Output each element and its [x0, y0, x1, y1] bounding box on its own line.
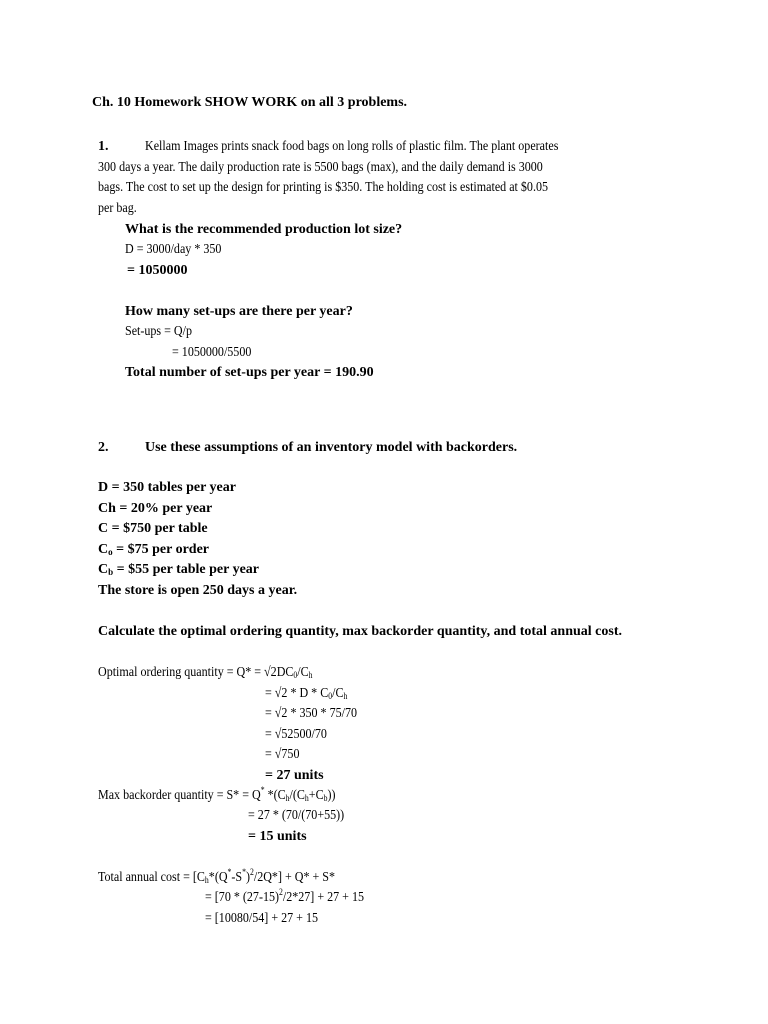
page-title: Ch. 10 Homework SHOW WORK on all 3 problems. [92, 95, 408, 110]
problem-1-d-line: D = 3000/day * 350 [125, 242, 222, 257]
assumption-d: D = 350 tables per year [98, 480, 236, 495]
max-backorder-result: = 15 units [248, 829, 307, 844]
optimal-quantity-result: = 27 units [265, 768, 324, 783]
problem-2-task: Calculate the optimal ordering quantity, max backorder quantity, and total annual cost. [98, 624, 623, 639]
problem-2-number: 2. [98, 440, 109, 455]
total-cost-step-1: = $[70 * (27-15)^2/2*27] + 27 + 15$ [205, 887, 365, 905]
problem-1-setups-calc: = 1050000/5500 [172, 345, 252, 360]
optimal-quantity-step-4: = √750 [265, 747, 300, 762]
optimal-quantity-step-1: = √2 * D * $C_0/C_h$ [265, 686, 348, 701]
optimal-quantity-formula: Optimal ordering quantity = $Q* = √2DC_0/C_h$ [98, 665, 313, 680]
problem-1-question-setups: How many set-ups are there per year? [125, 304, 353, 319]
problem-1-d-result: = 1050000 [127, 263, 188, 278]
problem-2-heading: Use these assumptions of an inventory model with backorders. [145, 440, 518, 455]
problem-1-text-line-4: per bag. [98, 201, 137, 216]
assumption-cb: $C_b$ = $55 per table per year [98, 562, 260, 577]
optimal-quantity-step-3: = √52500/70 [265, 727, 327, 742]
max-backorder-formula: Max backorder quantity = S* = Q* $*(C_h/(C_h+C_b))$ [98, 785, 336, 803]
problem-1-text-line-1: Kellam Images prints snack food bags on long rolls of plastic film. The plant operates [145, 139, 559, 154]
store-days: The store is open 250 days a year. [98, 583, 298, 598]
max-backorder-step-1: = 27 * (70/(70+55)) [248, 808, 345, 823]
problem-1-setups-total: Total number of set-ups per year = 190.90 [125, 365, 374, 380]
problem-1-text-line-2: 300 days a year. The daily production rate is 5500 bags (max), and the daily demand is 3000 [98, 160, 543, 175]
problem-1-number: 1. [98, 139, 109, 154]
assumption-ch: Ch = 20% per year [98, 501, 213, 516]
problem-1-question-lot-size: What is the recommended production lot size? [125, 222, 403, 237]
problem-1-setups-line: Set-ups = Q/p [125, 324, 192, 339]
total-cost-formula: Total annual $\cos t = [C_h*(Q^*-S^*)^2/2Q*] + Q* + S*$ [98, 867, 336, 885]
optimal-quantity-step-2: = √2 * 350 * 75/70 [265, 706, 357, 721]
assumption-co: $C_o$ = $75 per order [98, 542, 209, 557]
assumption-c: C = $750 per table [98, 521, 208, 536]
total-cost-step-2: = [10080/54] + 27 + 15 [205, 911, 319, 926]
problem-1-text-line-3: bags. The cost to set up the design for printing is $350. The holding cost is estimated at $0.05 [98, 180, 548, 195]
